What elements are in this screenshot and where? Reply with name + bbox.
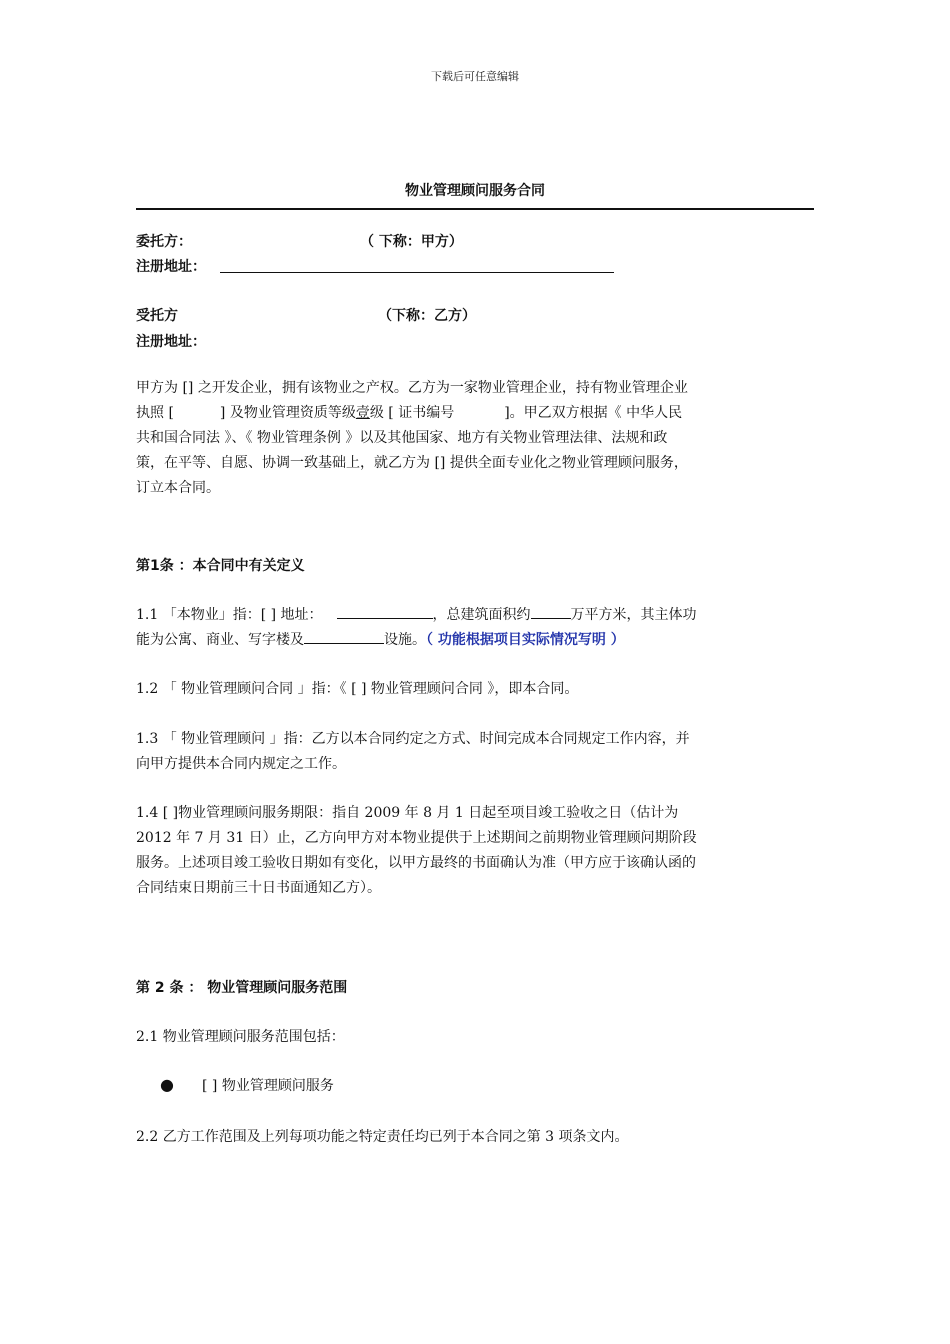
bullet-item: [ ] 物业管理顾问服务 xyxy=(202,1078,334,1094)
client-address-label: 注册地址： xyxy=(136,259,206,275)
page-header-note: 下载后可任意编辑 xyxy=(431,70,519,83)
clause-1-3-line-1: 1.3 「 物业管理顾问 」指：乙方以本合同约定之方式、时间完成本合同规定工作内容，并 xyxy=(136,731,690,747)
clause-1-4-line-2: 2012 年 7 月 31 日）止，乙方向甲方对本物业提供于上述期间之前期物业管理顾问期阶段 xyxy=(136,830,697,846)
qualification-grade: 壹 xyxy=(355,405,370,421)
clause-1-4-line-1: 1.4 [ ]物业管理顾问服务期限：指自 2009 年 8 月 1 日起至项目竣工验收之日（估计为 xyxy=(136,805,679,821)
intro-line-3: 共和国合同法 》、《 物业管理条例 》以及其他国家、地方有关物业管理法律、法规和政 xyxy=(136,430,668,446)
intro-line-4: 策，在平等、自愿、协调一致基础上，就乙方为 [] 提供全面专业化之物业管理顾问服务， xyxy=(136,455,688,471)
area-blank xyxy=(531,602,571,619)
agent-address-label: 注册地址： xyxy=(136,334,206,350)
document-title: 物业管理顾问服务合同 xyxy=(405,183,545,199)
facility-blank xyxy=(304,627,384,644)
function-note: （ 功能根据项目实际情况写明 ） xyxy=(426,632,625,648)
intro-line-2: 执照 [ ] 及物业管理资质等级壹级 [ 证书编号 ]。甲乙双方根据《 中华人民 xyxy=(136,405,683,421)
agent-label: 受托方 xyxy=(136,308,178,324)
clause-1-4-line-3: 服务。上述项目竣工验收日期如有变化，以甲方最终的书面确认为准（甲方应于该确认函的 xyxy=(136,855,696,871)
article-1-heading: 第1条 ：本合同中有关定义 xyxy=(136,558,305,574)
agent-alias: （下称：乙方） xyxy=(378,308,476,324)
clause-1-3-line-2: 向甲方提供本合同内规定之工作。 xyxy=(136,756,346,772)
clause-1-1-line-1: 1.1 「本物业」指：[ ] 地址： ，总建筑面积约 万平方米，其主体功 xyxy=(136,602,697,628)
intro-line-1: 甲方为 [] 之开发企业，拥有该物业之产权。乙方为一家物业管理企业，持有物业管理企业 xyxy=(136,380,688,396)
article-2-heading: 第 2 条 ： 物业管理顾问服务范围 xyxy=(136,980,348,996)
clause-2-1: 2.1 物业管理顾问服务范围包括： xyxy=(136,1029,345,1045)
clause-2-2: 2.2 乙方工作范围及上列每项功能之特定责任均已列于本合同之第 3 项条文内。 xyxy=(136,1129,629,1145)
clause-1-2: 1.2 「 物业管理顾问合同 」指：《 [ ] 物业管理顾问合同 》，即本合同。 xyxy=(136,681,579,697)
intro-line-5: 订立本合同。 xyxy=(136,480,220,496)
clause-1-4-line-4: 合同结束日期前三十日书面通知乙方）。 xyxy=(136,880,381,896)
bullet-icon: ● xyxy=(160,1075,174,1094)
client-alias: （ 下称：甲方） xyxy=(360,234,463,250)
address-blank xyxy=(337,602,433,619)
client-label: 委托方： xyxy=(136,234,192,250)
client-address-blank xyxy=(220,258,614,273)
clause-1-1-line-2: 能为公寓、商业、写字楼及 设施。（ 功能根据项目实际情况写明 ） xyxy=(136,627,625,653)
title-rule xyxy=(136,208,814,210)
